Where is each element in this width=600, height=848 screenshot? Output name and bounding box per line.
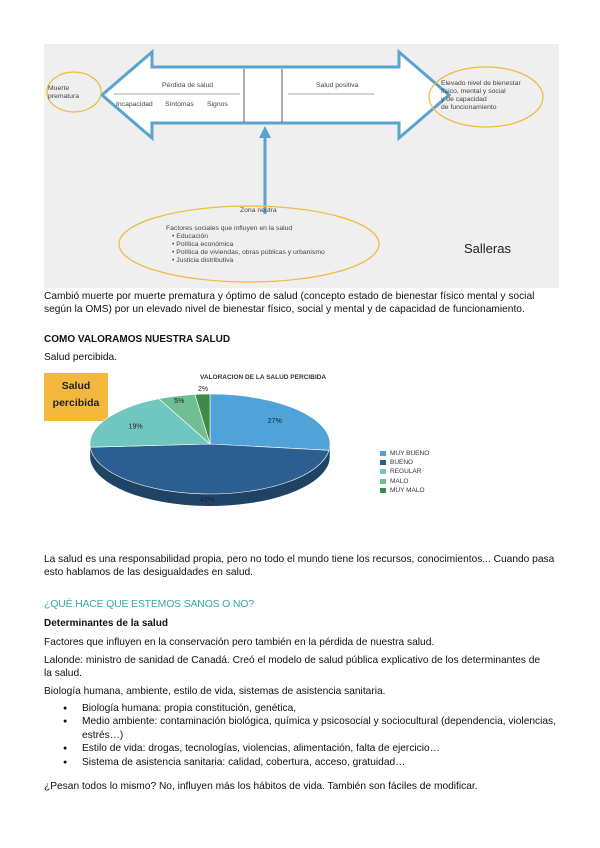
list-item: ● Sistema de asistencia sanitaria: calidad, cobertura, acceso, gratuidad… (44, 756, 564, 769)
pie-chart (85, 380, 335, 520)
negative-title: Pérdida de salud (162, 82, 214, 89)
legend-item: BUENO (380, 458, 429, 467)
paragraph-responsabilidad: La salud es una responsabilidad propia, pero no todo el mundo tiene los recursos, conocimientos... Cuando pasa esto hablamos de las desigualdades en salud. (44, 554, 555, 578)
factors-title: Factores sociales que influyen en la salud (166, 225, 293, 232)
legend-item: MUY MALO (380, 486, 429, 495)
legend-item: MUY BUENO (380, 449, 429, 458)
positive-title: Salud positiva (316, 82, 359, 89)
paragraph-factores: Factores que influyen en la conservación pero también en la pérdida de nuestra salud. (44, 637, 435, 648)
factor-item: • Política de viviendas, obras públicas y urbanismo (172, 249, 325, 256)
negative-item: Incapacidad (116, 101, 153, 108)
legend-item: MALO (380, 477, 429, 486)
determinants-list (44, 702, 564, 769)
pie-data-label: 2% (198, 386, 209, 394)
legend-item: REGULAR (380, 467, 429, 476)
pie-data-label: 19% (128, 423, 143, 431)
health-continuum-diagram (44, 44, 559, 288)
list-item: ● Estilo de vida: drogas, tecnologías, violencias, alimentación, falta de ejercicio… (44, 742, 564, 755)
legend-swatch (380, 460, 386, 465)
chart-legend (380, 449, 429, 495)
neutral-title: Zona neutra (240, 207, 277, 214)
legend-swatch (380, 451, 386, 456)
section-heading-valoramos: COMO VALORAMOS NUESTRA SALUD (44, 334, 231, 345)
factor-item: • Educación (172, 233, 209, 240)
factor-item: • Justicia distributiva (172, 257, 234, 264)
paragraph-oms: Cambió muerte por muerte prematura y óptimo de salud (concepto estado de bienestar físico mental y social según la OMS) por un elevado nivel de bienestar físico, social y mental y de capacidad de funcionamiento. (44, 291, 535, 315)
pie-data-label: 47% (200, 497, 215, 504)
subtitle-salud-percibida: Salud percibida. (44, 352, 118, 363)
negative-item: Síntomas (165, 101, 194, 108)
left-label: Muerte prematura (48, 85, 79, 100)
negative-item: Signos (207, 101, 228, 108)
continuum-arrow (102, 52, 449, 138)
list-item: ● Biología humana: propia constitución, genética, (44, 702, 564, 715)
subheading-determinantes: Determinantes de la salud (44, 618, 168, 629)
legend-swatch (380, 479, 386, 484)
pie-data-label: 27% (267, 418, 282, 426)
section-heading-sanos: ¿QUÉ HACE QUE ESTEMOS SANOS O NO? (44, 598, 254, 610)
right-label: Elevado nivel de bienestar físico, mental y social y de capacidad de funcionamiento (441, 80, 521, 111)
paragraph-lalonde: Lalonde: ministro de sanidad de Canadá. Creó el modelo de salud pública explicativo de los determinantes de la salud. (44, 655, 541, 679)
pie-data-label: 5% (174, 397, 185, 405)
paragraph-pesan: ¿Pesan todos lo mismo? No, influyen más los hábitos de vida. También son fáciles de modificar. (44, 781, 478, 792)
paragraph-biologia: Biología humana, ambiente, estilo de vida, sistemas de asistencia sanitaria. (44, 686, 386, 697)
salleras-watermark: Salleras (464, 241, 511, 256)
salud-percibida-badge: Salud percibida (44, 373, 108, 421)
up-arrow-head (259, 126, 271, 138)
bottom-ellipse (119, 206, 379, 282)
legend-swatch (380, 488, 386, 493)
chart-title: VALORACION DE LA SALUD PERCIBIDA (200, 374, 327, 381)
list-item: ● Medio ambiente: contaminación biológica, química y psicosocial y sociocultural (dependencia, violencias, estrés…) (44, 715, 564, 742)
factor-item: • Política económica (172, 241, 234, 248)
legend-swatch (380, 469, 386, 474)
